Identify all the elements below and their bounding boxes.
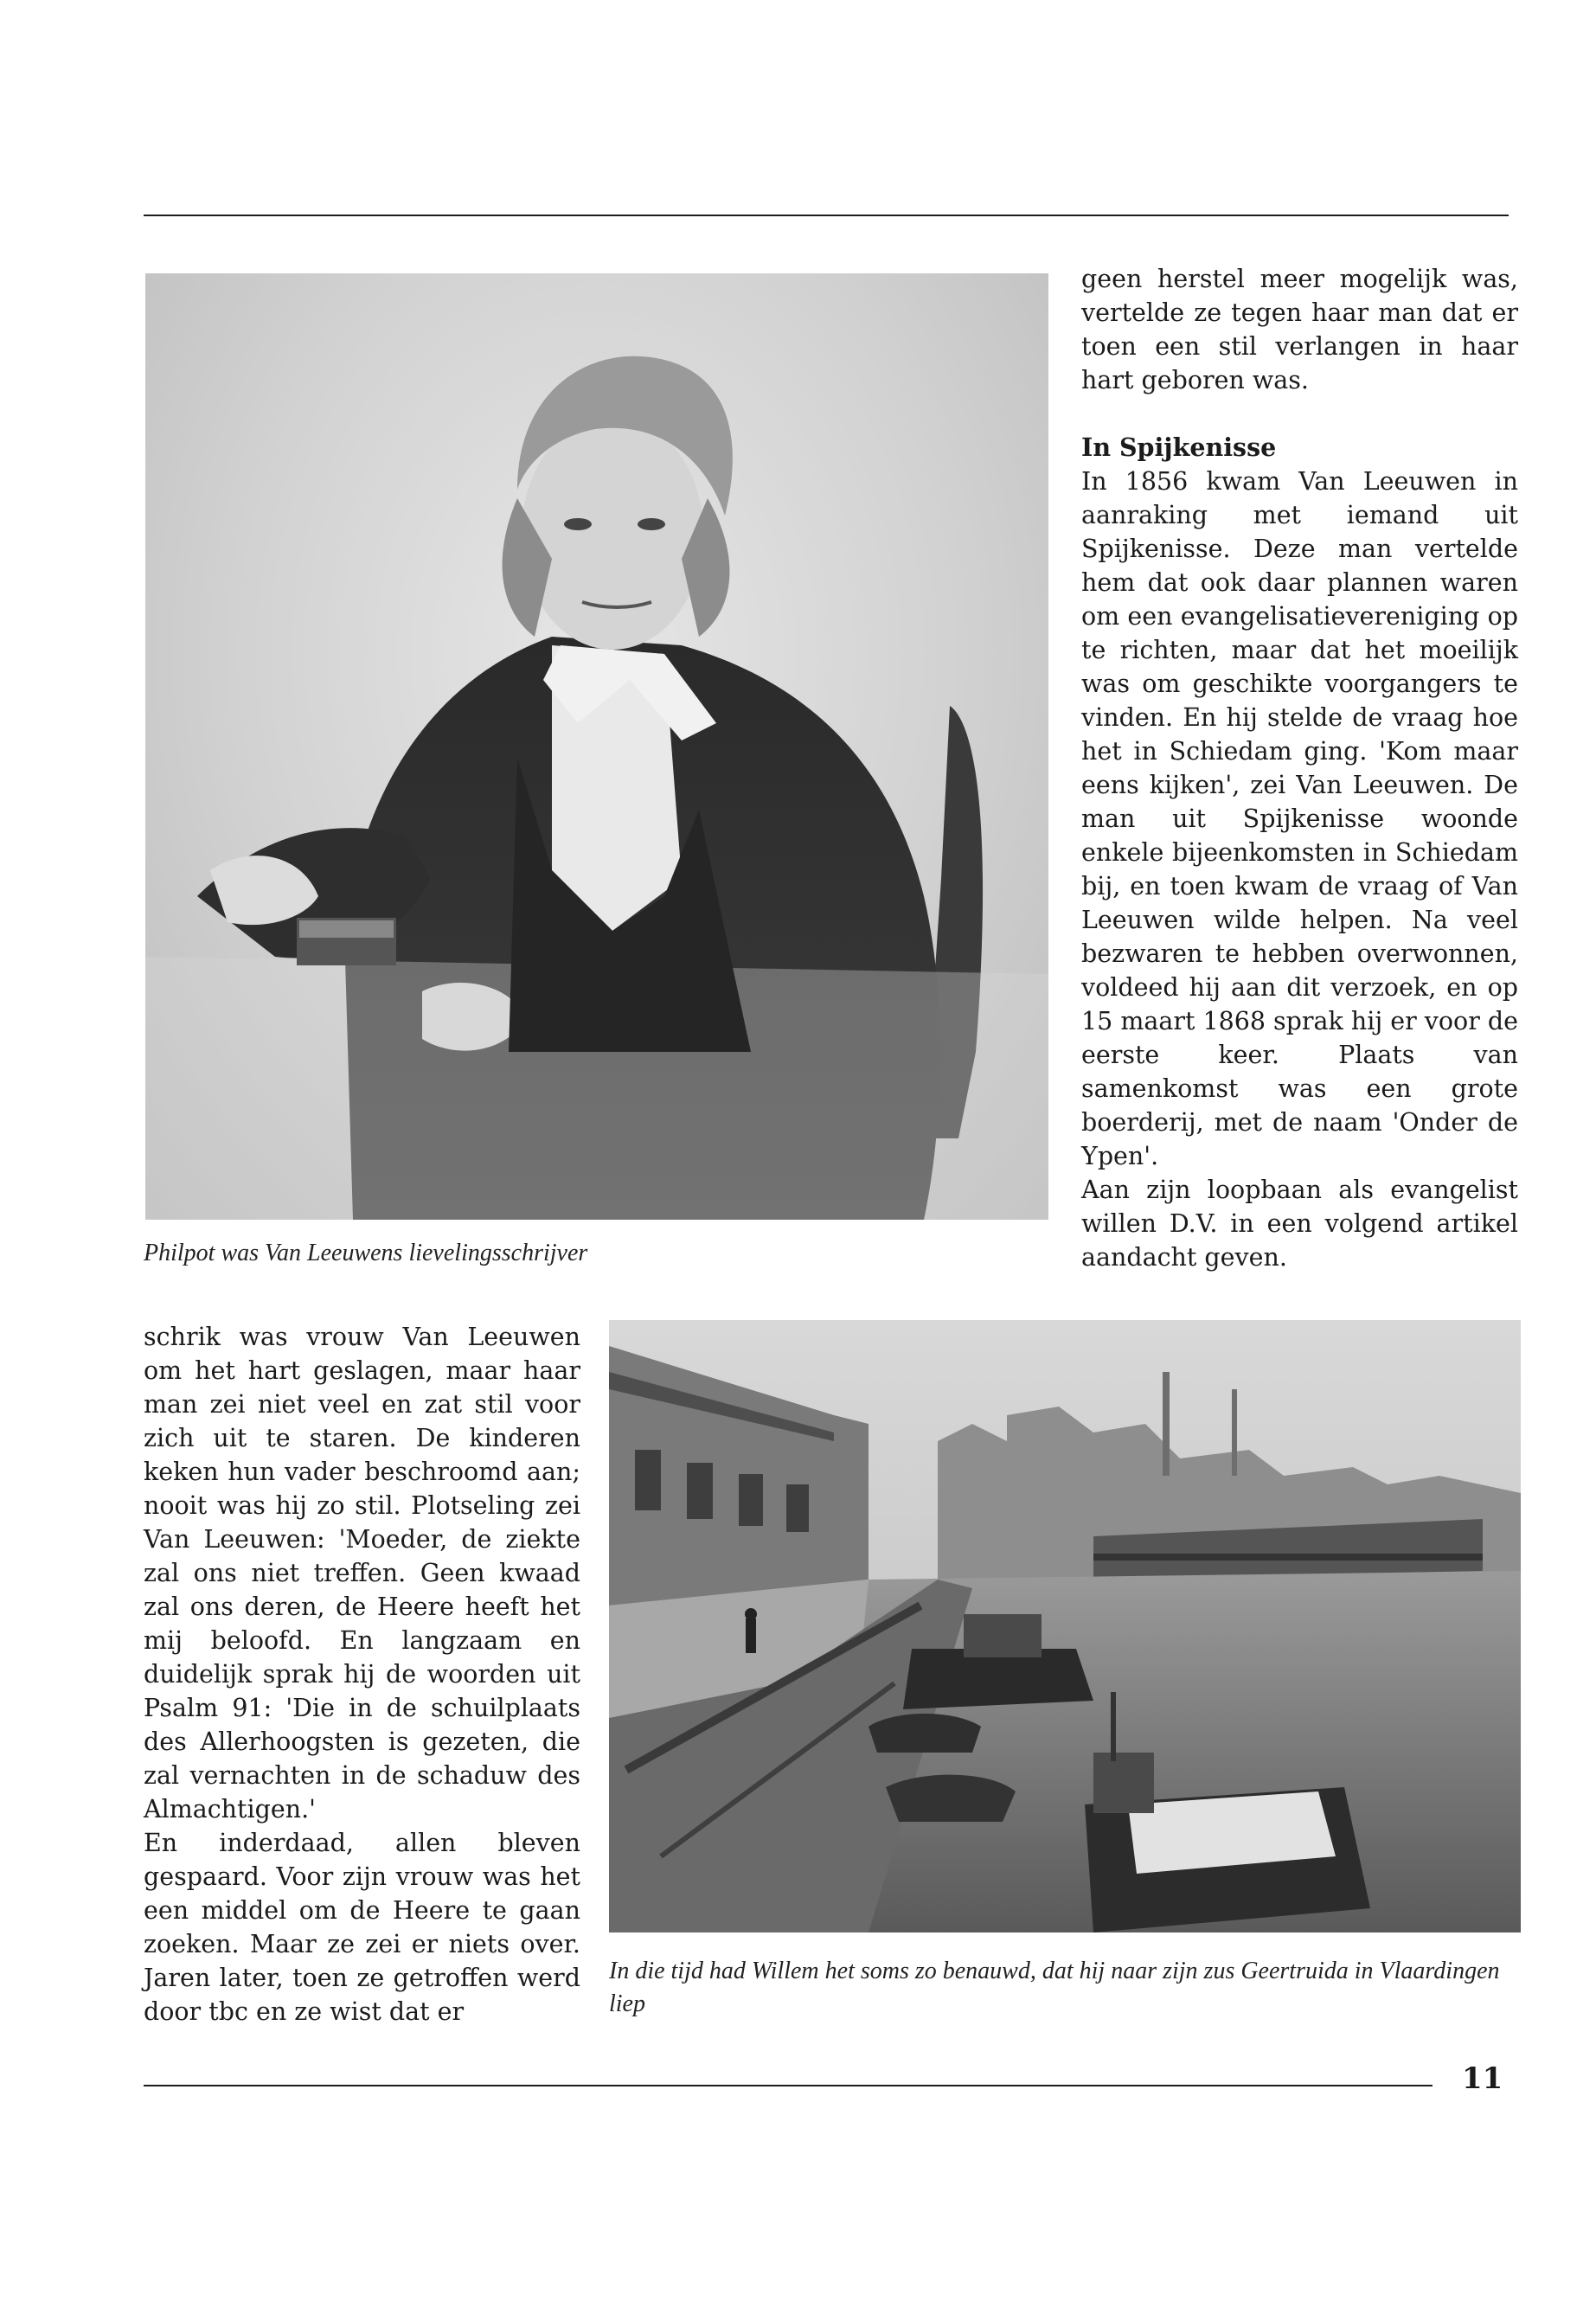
left-column: [144, 1320, 580, 2029]
right-paragraph-1: geen herstel meer mogelijk was, vertelde ze tegen haar man dat er toen een stil verlangen in haar hart geboren was.: [1081, 265, 1518, 394]
right-column: [1081, 262, 1518, 1274]
left-paragraph-2: En inderdaad, allen bleven gespaard. Voor zijn vrouw was het een middel om de Heere te gaan zoeken. Maar ze zei er niets over. Jaren later, toen ze getroffen werd door tbc en ze wist dat er: [144, 1829, 580, 2026]
page-number: 11: [1462, 2061, 1503, 2096]
harbor-caption: In die tijd had Willem het soms zo benauwd, dat hij naar zijn zus Geertruida in Vlaardingen liep: [609, 1958, 1500, 2017]
right-paragraph-3: Aan zijn loopbaan als evangelist willen D.V. in een volgend artikel aandacht geven.: [1081, 1176, 1518, 1272]
section-heading: In Spijkenisse: [1081, 433, 1277, 462]
portrait-caption: Philpot was Van Leeuwens lievelingsschrijver: [144, 1240, 588, 1266]
top-rule: [144, 215, 1509, 216]
portrait-illustration: [145, 273, 1048, 1220]
harbor-illustration: [609, 1320, 1521, 1932]
right-paragraph-2: In 1856 kwam Van Leeuwen in aanraking met iemand uit Spijkenisse. Deze man vertelde hem dat ook daar plannen waren om een evangelisatievereniging op te richten, maar dat het moeilijk was om geschikte voorgangers te vinden. En hij stelde de vraag hoe het in Schiedam ging. 'Kom maar eens kijken', zei Van Leeuwen. De man uit Spijkenisse woonde enkele bijeenkomsten in Schiedam bij, en toen kwam de vraag of Van Leeuwen wilde helpen. Na veel bezwaren te hebben overwonnen, voldeed hij aan dit verzoek, en op 15 maart 1868 sprak hij er voor de eerste keer. Plaats van samenkomst was een grote boerderij, met de naam 'Onder de Ypen'.: [1081, 467, 1518, 1170]
portrait-photo: [145, 273, 1048, 1220]
bottom-rule: [144, 2085, 1433, 2086]
harbor-photo: [609, 1320, 1521, 1932]
left-paragraph-1: schrik was vrouw Van Leeuwen om het hart geslagen, maar haar man zei niet veel en zat stil voor zich uit te staren. De kinderen keken hun vader beschroomd aan; nooit was hij zo stil. Plotseling zei Van Leeuwen: 'Moeder, de ziekte zal ons niet treffen. Geen kwaad zal ons deren, de Heere heeft het mij beloofd. En langzaam en duidelijk sprak hij de woorden uit Psalm 91: 'Die in de schuilplaats des Allerhoogsten is gezeten, die zal vernachten in de schaduw des Almachtigen.': [144, 1323, 580, 1823]
